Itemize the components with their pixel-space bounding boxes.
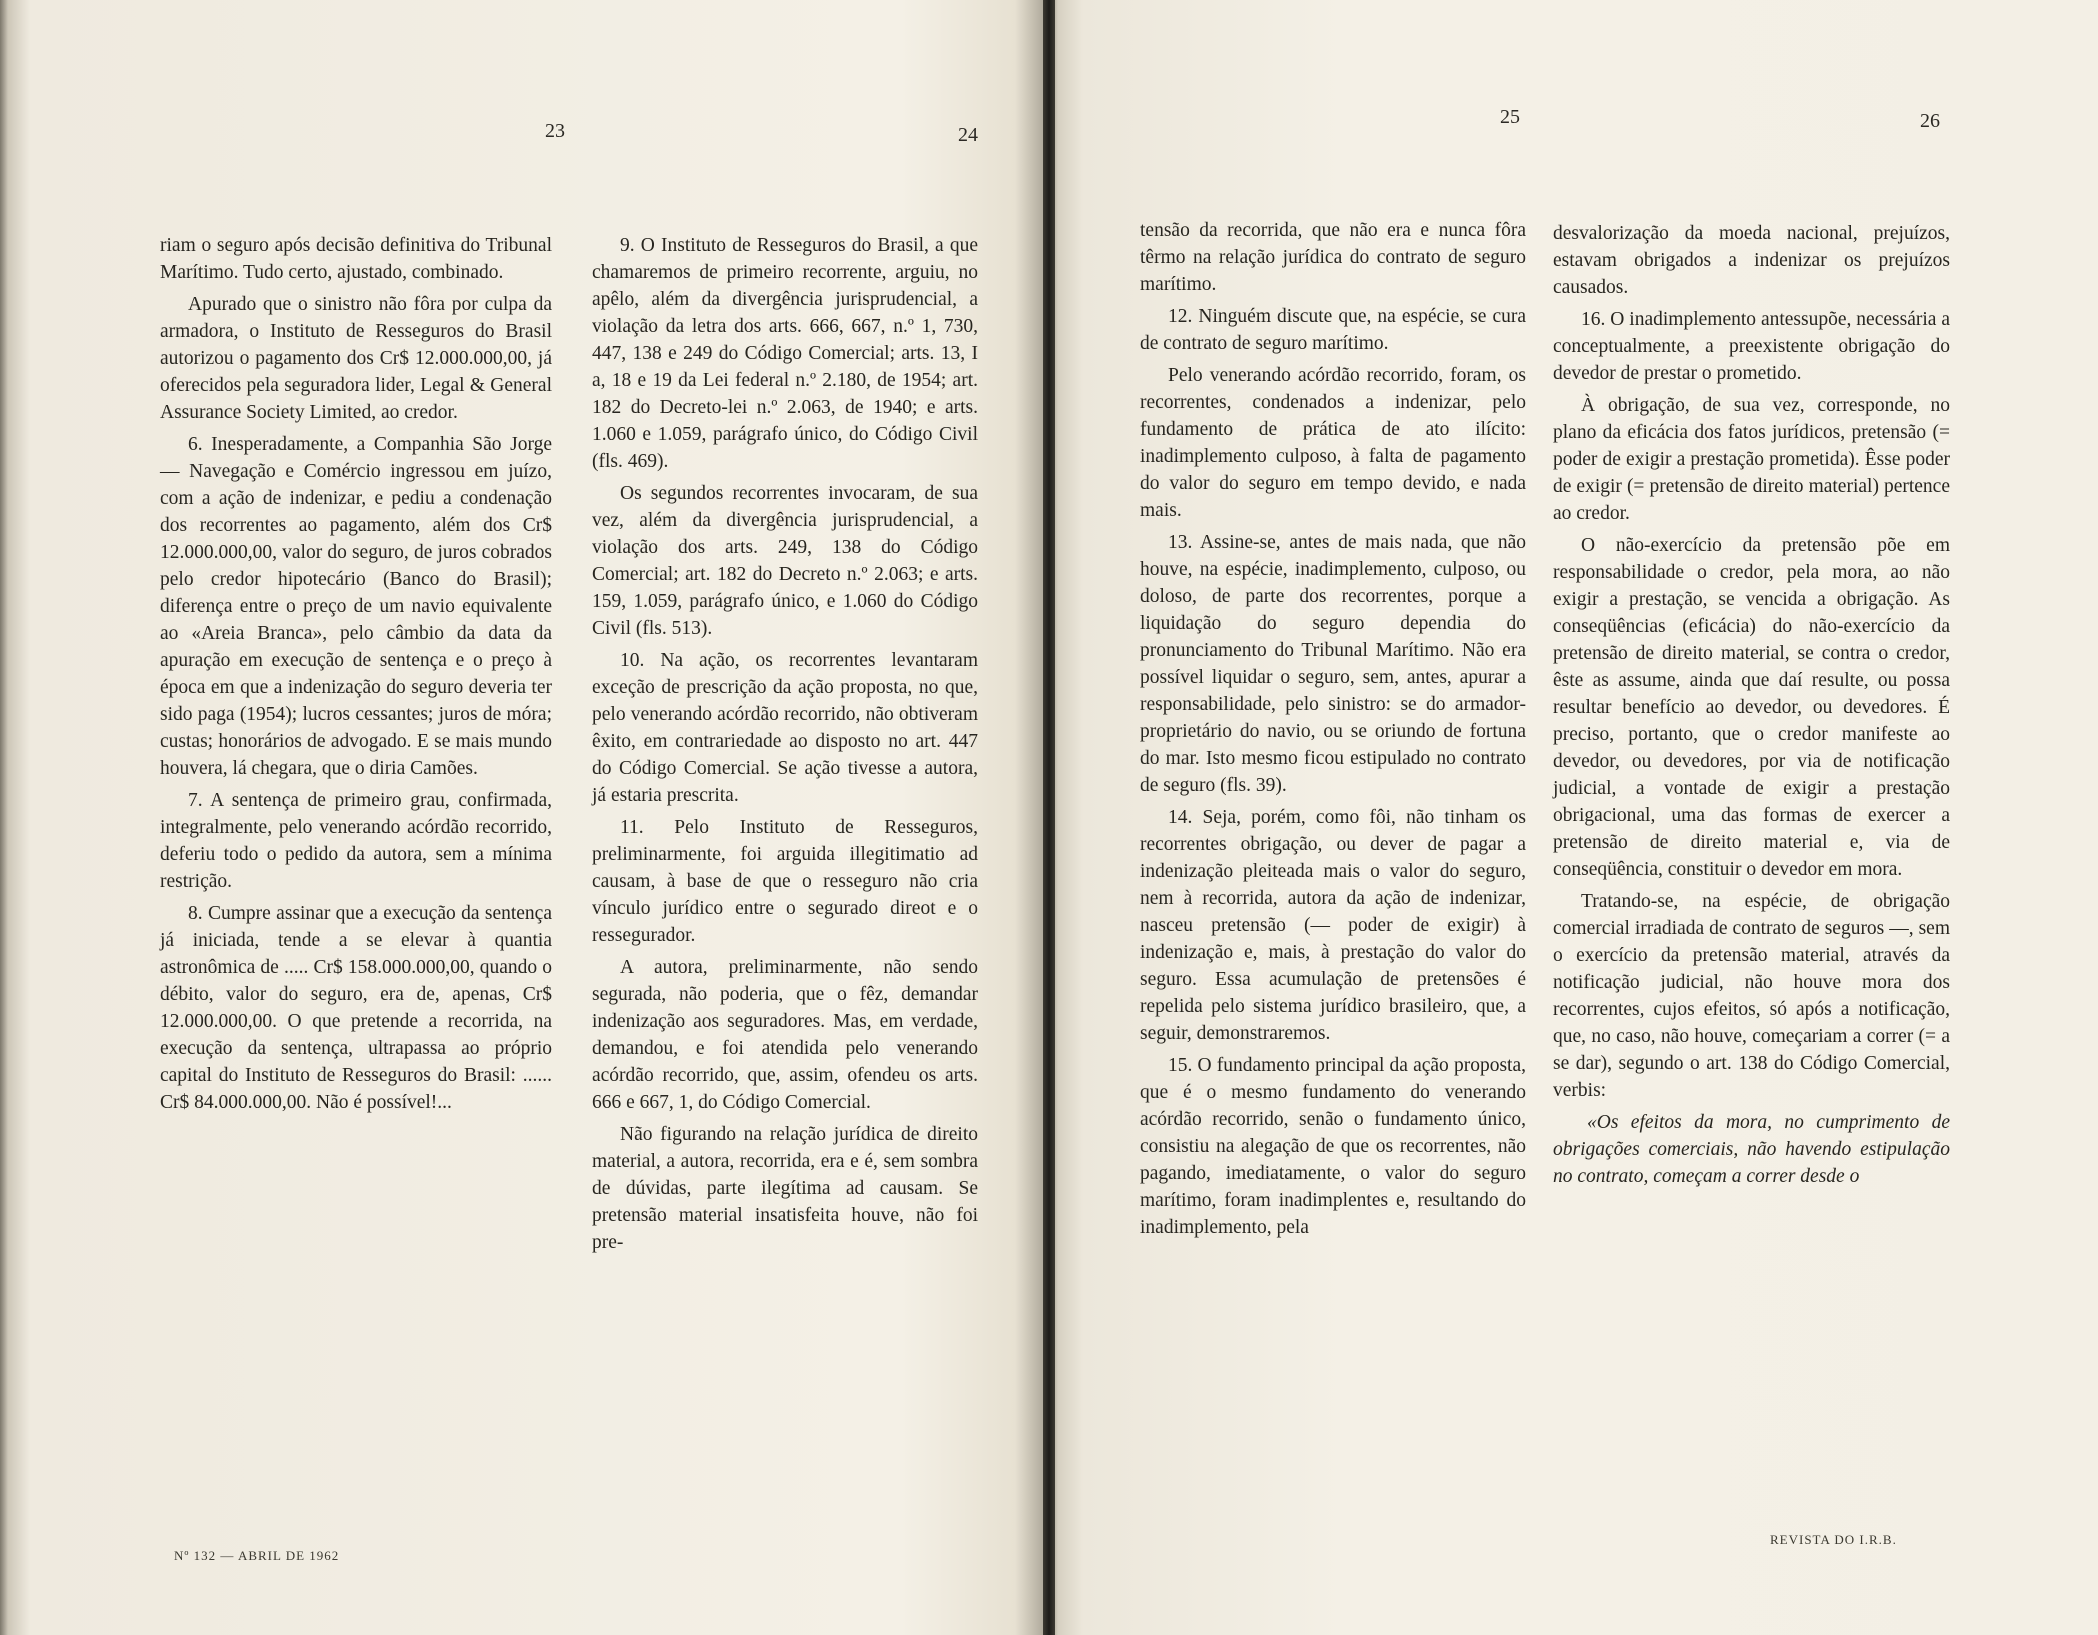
paragraph: Os segundos recorrentes invocaram, de sua vez, além da divergência jurisprudencial, a violação dos arts. 249, 138 do Código Comercial; art. 182 do Decreto n.º 2.063; e arts. 159, 1.059, parágrafo único, e 1.060 do Código Civil (fls. 513).	[592, 483, 978, 639]
paragraph: 7. A sentença de primeiro grau, confirmada, integralmente, pelo venerando acórdão recorrido, deferiu todo o pedido da autora, sem a mínima restrição.	[160, 790, 552, 892]
paragraph: 8. Cumpre assinar que a execução da sentença já iniciada, tende a se elevar à quantia astronômica de ..... Cr$ 158.000.000,00, quando o débito, valor do seguro, era de, apenas, Cr$ 12.000.000,00. O que pretende a recorrida, na execução da sentença, ultrapassa ao próprio capital do Instituto de Resseguros do Brasil: ...... Cr$ 84.000.000,00. Não é possível!...	[160, 903, 552, 1113]
page-number-26: 26	[1920, 110, 1940, 132]
paragraph: 12. Ninguém discute que, na espécie, se cura de contrato de seguro marítimo.	[1140, 306, 1526, 354]
paragraph: 9. O Instituto de Resseguros do Brasil, a que chamaremos de primeiro recorrente, arguiu, no apêlo, além da divergência jurisprudencial, a violação da letra dos arts. 666, 667, n.º 1, 730, 447, 138 e 249 do Código Comercial; arts. 13, I a, 18 e 19 da Lei federal n.º 2.180, de 1954; art. 182 do Decreto-lei n.º 2.063, de 1940; e arts. 1.060 e 1.059, parágrafo único, do Código Civil (fls. 469).	[592, 235, 978, 472]
paragraph: desvalorização da moeda nacional, prejuízos, estavam obrigados a indenizar os prejuízos causados.	[1553, 223, 1950, 298]
paragraph: 6. Inesperadamente, a Companhia São Jorge — Navegação e Comércio ingressou em juízo, com a ação de indenizar, e pediu a condenação dos recorrentes ao pagamento, além dos Cr$ 12.000.000,00, valor do seguro, de juros cobrados pelo credor hipotecário (Banco do Brasil); diferença entre o preço de um navio equivalente ao «Areia Branca», pelo câmbio da data da apuração em execução de sentença e o preço à época em que a indenização do seguro deveria ter sido paga (1954); lucros cessantes; juros de móra; custas; honorários de advogado. E se mais mundo houvera, lá chegara, que o diria Camões.	[160, 434, 552, 779]
page-number-24: 24	[958, 124, 978, 146]
paragraph: Tratando-se, na espécie, de obrigação comercial irradiada de contrato de seguros —, sem o exercício da pretensão material, através da notificação judicial, não houve mora dos recorrentes, cujos efeitos, só após a notificação, que, no caso, não houve, começariam a correr (= a se dar), segundo o art. 138 do Código Comercial, verbis:	[1553, 891, 1950, 1101]
paragraph: À obrigação, de sua vez, corresponde, no plano da eficácia dos fatos jurídicos, pretensão (= poder de exigir a prestação prometida). Êsse poder de exigir (= pretensão de direito material) pertence ao credor.	[1553, 395, 1950, 524]
column-page-24	[592, 232, 978, 1261]
page-number-25: 25	[1500, 106, 1520, 128]
page-number-23: 23	[545, 120, 565, 142]
paragraph: 15. O fundamento principal da ação proposta, que é o mesmo fundamento do venerando acórdão recorrido, senão o fundamento único, consistiu na alegação de que os recorrentes, não pagando, imediatamente, o valor do seguro marítimo, foram inadimplentes e, resultando do inadimplemento, pela	[1140, 1055, 1526, 1238]
paragraph: 11. Pelo Instituto de Resseguros, preliminarmente, foi arguida illegitimatio ad causam, à base de que o resseguro não cria vínculo jurídico entre o segurado direot e o ressegurador.	[592, 817, 978, 946]
paragraph: 10. Na ação, os recorrentes levantaram exceção de prescrição da ação proposta, no que, pelo venerando acórdão recorrido, não obtiveram êxito, em contrariedade ao disposto no art. 447 do Código Comercial. Se ação tivesse a autora, já estaria prescrita.	[592, 650, 978, 806]
paragraph: Apurado que o sinistro não fôra por culpa da armadora, o Instituto de Resseguros do Brasil autorizou o pagamento dos Cr$ 12.000.000,00, já oferecidos pela seguradora lider, Legal & General Assurance Society Limited, ao credor.	[160, 294, 552, 423]
paragraph: A autora, preliminarmente, não sendo segurada, não poderia, que o fêz, demandar indenização aos seguradores. Mas, em verdade, demandou, e foi atendida pelo venerando acórdão recorrido, que, assim, ofendeu os arts. 666 e 667, 1, do Código Comercial.	[592, 957, 978, 1113]
column-page-25	[1140, 217, 1526, 1246]
paragraph: 16. O inadimplemento antessupõe, necessária a conceptualmente, a preexistente obrigação do devedor de prestar o prometido.	[1553, 309, 1950, 384]
paragraph: riam o seguro após decisão definitiva do Tribunal Marítimo. Tudo certo, ajustado, combinado.	[160, 235, 552, 283]
paragraph: O não-exercício da pretensão põe em responsabilidade o credor, pela mora, ao não exigir a prestação, se vencida a obrigação. As conseqüências (eficácia) do não-exercício da pretensão de direito material, se contra o credor, êste as assume, ainda que daí resulte, ou possa resultar benefício ao devedor, ou devedores. É preciso, portanto, que o credor manifeste ao devedor, ou devedores, por via de notificação judicial, a vontade de exigir a prestação obrigacional, uma das formas de exercer a pretensão de direito material e, via de conseqüência, constituir o devedor em mora.	[1553, 535, 1950, 880]
book-spine	[1043, 0, 1055, 1635]
paragraph: 14. Seja, porém, como fôi, não tinham os recorrentes obrigação, ou dever de pagar a indenização pleiteada mais o valor do seguro, nem à recorrida, autora da ação de indenizar, nasceu pretensão (— poder de exigir) à indenização e, mais, à prestação do valor do seguro. Essa acumulação de pretensões é repelida pelo sistema jurídico brasileiro, que, a seguir, demonstraremos.	[1140, 807, 1526, 1044]
quoted-paragraph: «Os efeitos da mora, no cumprimento de obrigações comerciais, não havendo estipulação no contrato, começam a correr desde o	[1553, 1112, 1950, 1187]
column-page-23	[160, 232, 552, 1121]
footer-issue: Nº 132 — ABRIL DE 1962	[174, 1548, 340, 1563]
footer-journal: REVISTA DO I.R.B.	[1770, 1532, 1897, 1547]
column-page-26	[1553, 220, 1950, 1195]
paragraph: Não figurando na relação jurídica de direito material, a autora, recorrida, era e é, sem sombra de dúvidas, parte ilegítima ad causam. Se pretensão material insatisfeita houve, não foi pre-	[592, 1124, 978, 1253]
paragraph: tensão da recorrida, que não era e nunca fôra têrmo na relação jurídica do contrato de seguro marítimo.	[1140, 220, 1526, 295]
paragraph: 13. Assine-se, antes de mais nada, que não houve, na espécie, inadimplemento, culposo, ou doloso, de parte dos recorrentes, porque a liquidação do seguro dependia do pronunciamento do Tribunal Marítimo. Não era possível liquidar o seguro, sem, antes, apurar a responsabilidade, pelo sinistro: se do armador-proprietário do navio, ou se oriundo de fortuna do mar. Isto mesmo ficou estipulado no contrato de seguro (fls. 39).	[1140, 532, 1526, 796]
paragraph: Pelo venerando acórdão recorrido, foram, os recorrentes, condenados a indenizar, pelo fundamento de prática de ato ilícito: inadimplemento culposo, à falta de pagamento do valor do seguro em tempo devido, e nada mais.	[1140, 365, 1526, 521]
